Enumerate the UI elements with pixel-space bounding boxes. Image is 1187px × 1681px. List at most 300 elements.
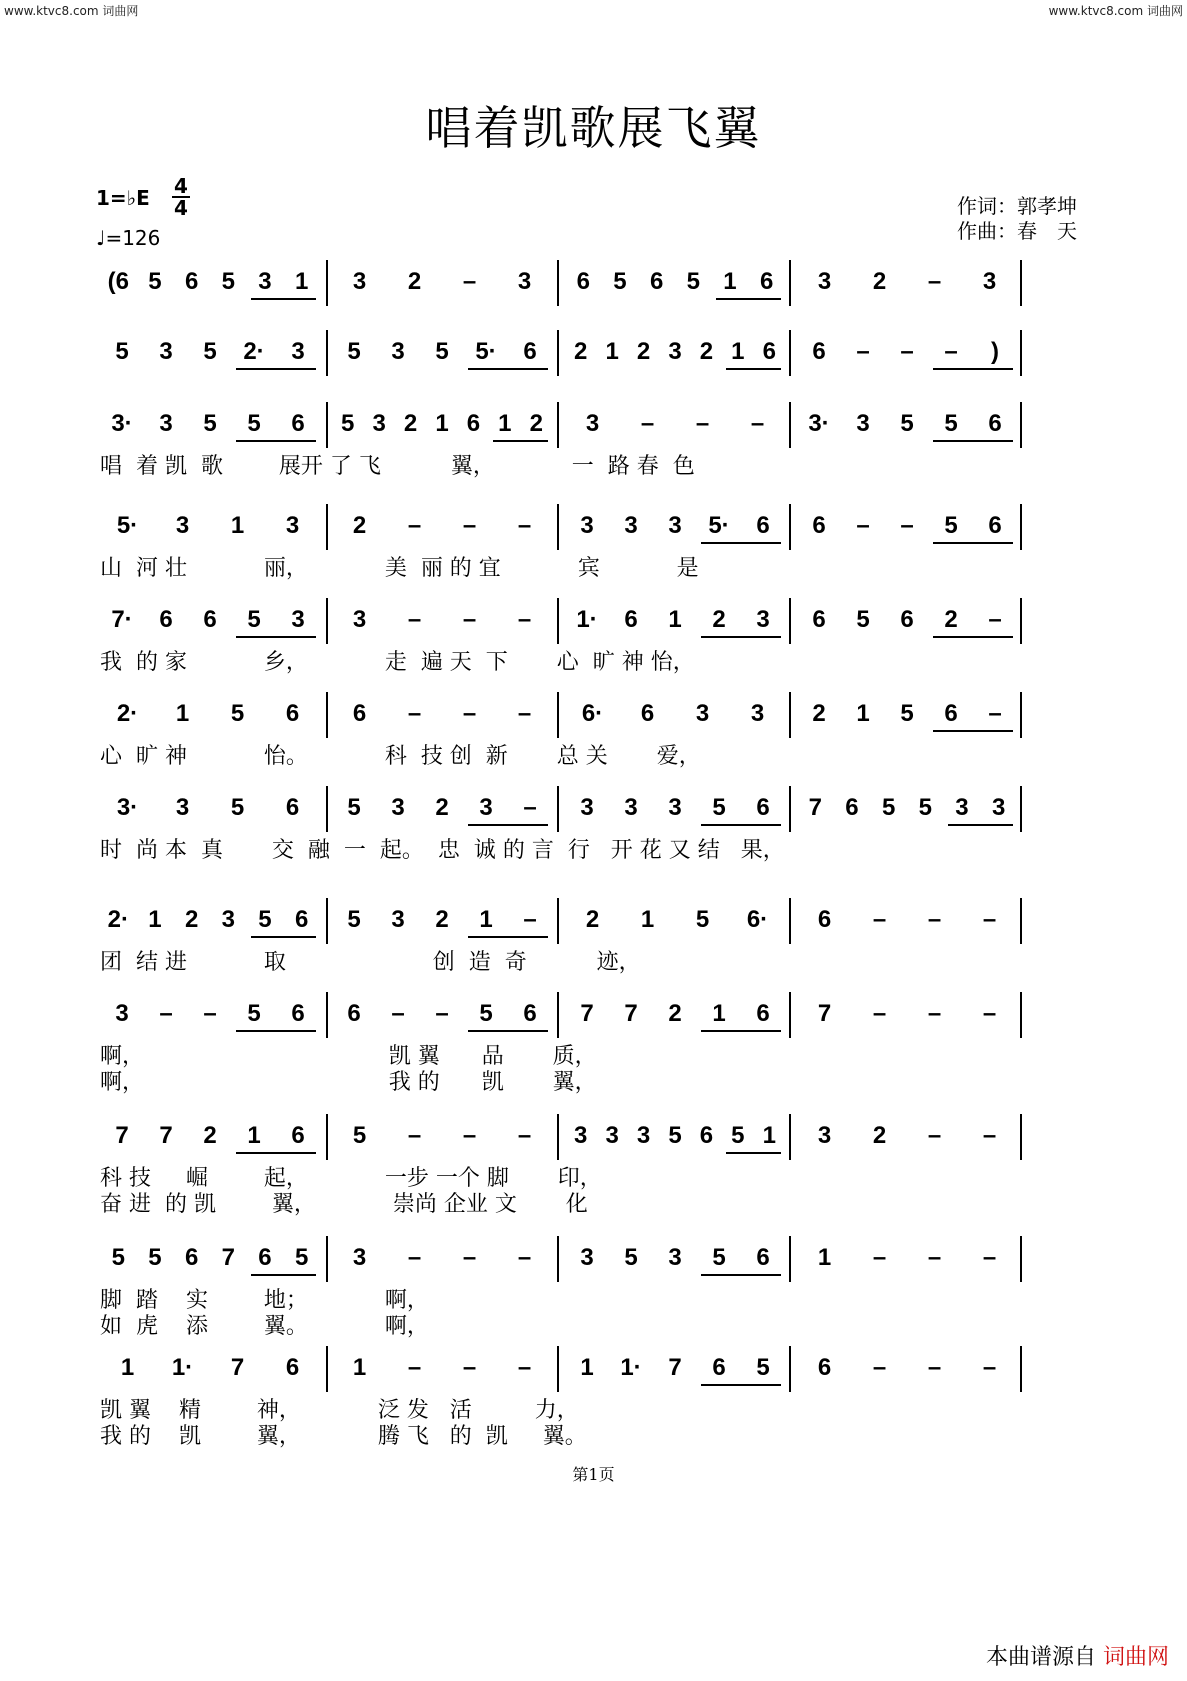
note: 3 xyxy=(352,1244,367,1271)
barline xyxy=(1020,402,1022,448)
beam-underline xyxy=(933,542,1013,544)
barline xyxy=(326,504,328,550)
note: 3· xyxy=(808,410,830,437)
note: 1 xyxy=(175,700,190,727)
note: – xyxy=(988,606,1002,633)
score-system xyxy=(100,1244,1100,1339)
beam-underline xyxy=(236,1030,316,1032)
note: 6 xyxy=(699,1122,714,1149)
beam-underline xyxy=(701,636,781,638)
time-sig-bottom: 4 xyxy=(172,196,190,218)
note: 3 xyxy=(291,338,305,365)
note: 5 xyxy=(347,338,361,365)
score-system xyxy=(100,700,1100,769)
note: 3 xyxy=(636,1122,651,1149)
note: 5 xyxy=(731,1122,745,1149)
note: 1 xyxy=(120,1354,135,1381)
note: 1 xyxy=(230,512,245,539)
note: 2 xyxy=(407,268,422,295)
barline xyxy=(326,330,328,376)
score-system xyxy=(100,512,1100,581)
lyricist-credit: 作词：郭孝坤 xyxy=(957,194,1077,218)
note: 6 xyxy=(812,606,826,633)
note: 6 xyxy=(523,338,537,365)
note: ) xyxy=(991,338,999,365)
barline xyxy=(1020,1236,1022,1282)
barline xyxy=(1020,598,1022,644)
note: 5 xyxy=(944,512,958,539)
beam-underline xyxy=(236,440,316,442)
score-system xyxy=(100,1000,1100,1095)
barline xyxy=(557,992,559,1038)
note: 6 xyxy=(649,268,664,295)
barline xyxy=(557,1114,559,1160)
note: 6 xyxy=(759,268,774,295)
note: 2 xyxy=(435,794,449,821)
note: 6 xyxy=(640,700,655,727)
note: – xyxy=(523,906,537,933)
note: 5 xyxy=(900,410,914,437)
note: 5 xyxy=(247,410,261,437)
note: 1 xyxy=(498,410,512,437)
beam-underline xyxy=(701,1384,781,1386)
barline xyxy=(789,692,791,738)
note: 5 xyxy=(347,906,361,933)
note: – xyxy=(407,1244,422,1271)
note: – xyxy=(462,1354,477,1381)
note: 1 xyxy=(762,1122,776,1149)
lyric-line: 团 结 进 取 创 造 奇 迹， xyxy=(100,950,641,975)
note: 3 xyxy=(175,794,190,821)
note: 6 xyxy=(817,1354,832,1381)
note: – xyxy=(462,606,477,633)
note: 3 xyxy=(668,512,682,539)
note: 6 xyxy=(944,700,958,727)
note: 2 xyxy=(872,1122,887,1149)
note: 3 xyxy=(159,338,173,365)
note: 5 xyxy=(247,1000,261,1027)
barline xyxy=(326,692,328,738)
note: 6 xyxy=(291,1122,305,1149)
barline xyxy=(1020,786,1022,832)
lyric-line: 如 虎 添 翼。 啊， xyxy=(100,1314,429,1339)
beam-underline xyxy=(468,824,548,826)
note: 7 xyxy=(115,1122,129,1149)
note: 3 xyxy=(668,1244,682,1271)
note: – xyxy=(856,338,870,365)
note: 3 xyxy=(580,1244,594,1271)
score-system xyxy=(100,794,1100,863)
note: 2 xyxy=(872,268,887,295)
note: 3 xyxy=(479,794,493,821)
watermark-right: www.ktvc8.com 词曲网 xyxy=(1048,4,1183,18)
note: – xyxy=(927,1122,942,1149)
lyric-line: 心 旷 神 怡。 科 技 创 新 总 关 爱， xyxy=(100,744,701,769)
beam-underline xyxy=(933,636,1013,638)
note: – xyxy=(750,410,765,437)
note: 3 xyxy=(580,512,594,539)
note: 3 xyxy=(391,338,405,365)
note: 3 xyxy=(291,606,305,633)
note: – xyxy=(640,410,655,437)
note: 3 xyxy=(580,794,594,821)
note: 3 xyxy=(391,794,405,821)
barline xyxy=(789,330,791,376)
note: 1 xyxy=(294,268,309,295)
note: – xyxy=(462,268,477,295)
note: 5 xyxy=(695,906,710,933)
note: – xyxy=(517,1244,532,1271)
note: 3 xyxy=(856,410,870,437)
lyric-line: 我 的 凯 翼， 腾 飞 的 凯 翼。 xyxy=(100,1424,587,1449)
note: 2 xyxy=(944,606,958,633)
barline xyxy=(557,692,559,738)
note: 3 xyxy=(258,268,272,295)
note: 3 xyxy=(982,268,997,295)
note: – xyxy=(927,906,942,933)
note: 3 xyxy=(285,512,300,539)
barline xyxy=(789,402,791,448)
note: – xyxy=(982,1244,997,1271)
note: 5 xyxy=(148,268,162,295)
lyric-line: 凯 翼 精 神， 泛 发 活 力， xyxy=(100,1398,579,1423)
lyric-line: 啊， 我 的 凯 翼， xyxy=(100,1070,597,1095)
barline xyxy=(789,504,791,550)
note: 6 xyxy=(624,606,638,633)
note: 3 xyxy=(955,794,969,821)
note: 3 xyxy=(221,906,235,933)
barline xyxy=(326,260,328,306)
note: 7 xyxy=(221,1244,235,1271)
barline xyxy=(557,786,559,832)
note: 2 xyxy=(403,410,418,437)
barline xyxy=(789,786,791,832)
note: 3 xyxy=(115,1000,129,1027)
page-number: 第1页 xyxy=(572,1465,615,1484)
note: 5 xyxy=(230,700,245,727)
note: – xyxy=(872,906,887,933)
note: 6 xyxy=(466,410,481,437)
barline xyxy=(1020,330,1022,376)
beam-underline xyxy=(468,936,548,938)
source-prefix: 本曲谱源自 xyxy=(985,1645,1096,1670)
note: – xyxy=(407,606,422,633)
note: 2 xyxy=(352,512,367,539)
note: 6 xyxy=(812,512,826,539)
note: 7· xyxy=(111,606,133,633)
note: (6 xyxy=(107,268,129,295)
note: 3 xyxy=(624,794,638,821)
note: 3 xyxy=(352,268,367,295)
barline xyxy=(789,1236,791,1282)
note: – xyxy=(407,512,422,539)
note: – xyxy=(988,700,1002,727)
note: 7 xyxy=(159,1122,173,1149)
note: 2· xyxy=(116,700,139,727)
note: 5 xyxy=(247,606,261,633)
note: 6 xyxy=(988,512,1002,539)
barline xyxy=(557,504,559,550)
note: 5 xyxy=(756,1354,770,1381)
note: 6 xyxy=(812,338,826,365)
note: – xyxy=(407,1122,422,1149)
note: 6 xyxy=(291,1000,305,1027)
note: – xyxy=(982,906,997,933)
note: 5 xyxy=(900,700,914,727)
source-site-link[interactable]: 词曲网 xyxy=(1102,1645,1169,1670)
barline xyxy=(326,598,328,644)
note: 6 xyxy=(900,606,914,633)
note: 3 xyxy=(159,410,173,437)
note: – xyxy=(159,1000,173,1027)
barline xyxy=(326,898,328,944)
note: 1 xyxy=(352,1354,367,1381)
barline xyxy=(326,402,328,448)
barline xyxy=(1020,692,1022,738)
barline xyxy=(1020,1114,1022,1160)
note: 7 xyxy=(580,1000,594,1027)
note: 2· xyxy=(243,338,265,365)
tempo-value: =126 xyxy=(105,226,161,250)
barline xyxy=(557,330,559,376)
barline xyxy=(557,260,559,306)
beam-underline xyxy=(468,1030,548,1032)
note: 6 xyxy=(285,700,300,727)
note: 6· xyxy=(581,700,604,727)
note: 2 xyxy=(668,1000,682,1027)
barline xyxy=(326,1236,328,1282)
note: 2 xyxy=(435,906,449,933)
note: 5 xyxy=(712,794,726,821)
note: 3 xyxy=(605,1122,619,1149)
note: – xyxy=(391,1000,405,1027)
note: 3 xyxy=(624,512,638,539)
note: 5 xyxy=(294,1244,309,1271)
note: 1· xyxy=(576,606,598,633)
note: 5 xyxy=(856,606,870,633)
note: 1 xyxy=(817,1244,832,1271)
lyric-line: 脚 踏 实 地； 啊， xyxy=(100,1288,429,1313)
note: 5 xyxy=(115,338,129,365)
note: – xyxy=(523,794,537,821)
note: – xyxy=(927,1000,942,1027)
note: 5 xyxy=(944,410,958,437)
barline xyxy=(789,992,791,1038)
note: 5· xyxy=(116,512,139,539)
score-system xyxy=(100,410,1100,479)
note: 5 xyxy=(258,906,272,933)
beam-underline xyxy=(701,542,781,544)
note: 5 xyxy=(918,794,932,821)
source-credit xyxy=(986,1640,1169,1671)
note: 1 xyxy=(479,906,493,933)
note: – xyxy=(900,338,914,365)
note: 5 xyxy=(230,794,245,821)
note: 2 xyxy=(699,338,714,365)
note: 6 xyxy=(291,410,305,437)
note: 6 xyxy=(159,606,173,633)
lyric-line: 唱 着 凯 歌 展开 了 飞 翼， 一 路 春 色 xyxy=(100,454,695,479)
barline xyxy=(789,260,791,306)
beam-underline xyxy=(236,1152,316,1154)
note: 3 xyxy=(175,512,190,539)
note: 6 xyxy=(756,1000,770,1027)
note: – xyxy=(435,1000,449,1027)
beam-underline xyxy=(251,936,316,938)
note: 6· xyxy=(746,906,769,933)
lyric-line: 我 的 家 乡， 走 遍 天 下 心 旷 神 怡， xyxy=(100,650,695,675)
tempo-marking xyxy=(96,226,160,250)
beam-underline xyxy=(948,824,1013,826)
barline xyxy=(557,898,559,944)
note: 5 xyxy=(111,1244,125,1271)
note: 3· xyxy=(111,410,133,437)
note: 5 xyxy=(686,268,700,295)
note: 3 xyxy=(991,794,1006,821)
note: – xyxy=(927,268,942,295)
beam-underline xyxy=(251,1274,316,1276)
note: 5· xyxy=(475,338,497,365)
note: – xyxy=(900,512,914,539)
lyric-line: 啊， 凯 翼 品 质， xyxy=(100,1044,597,1069)
note: 3 xyxy=(372,410,386,437)
lyric-line: 山 河 壮 丽， 美 丽 的 宜 宾 是 xyxy=(100,556,699,581)
note: 6 xyxy=(184,268,199,295)
barline xyxy=(1020,504,1022,550)
note: 6 xyxy=(285,794,300,821)
note: 5 xyxy=(341,410,355,437)
note: 3 xyxy=(750,700,765,727)
note: 5 xyxy=(881,794,896,821)
note: 6 xyxy=(756,1244,770,1271)
beam-underline xyxy=(236,636,316,638)
barline xyxy=(1020,260,1022,306)
note: 2 xyxy=(184,906,199,933)
note: 5 xyxy=(624,1244,638,1271)
note: 6 xyxy=(762,338,776,365)
note: 1 xyxy=(247,1122,261,1149)
barline xyxy=(789,1346,791,1392)
note: 5 xyxy=(347,794,361,821)
note: 6 xyxy=(988,410,1002,437)
note: 7 xyxy=(808,794,822,821)
beam-underline xyxy=(236,368,316,370)
note: – xyxy=(462,700,477,727)
note: 6 xyxy=(352,700,367,727)
barline xyxy=(789,1114,791,1160)
time-signature xyxy=(172,176,190,218)
note: – xyxy=(462,1122,477,1149)
note: 2 xyxy=(812,700,826,727)
note: 5 xyxy=(668,1122,682,1149)
note: – xyxy=(944,338,958,365)
note: 2 xyxy=(636,338,651,365)
score-system xyxy=(100,606,1100,675)
note: – xyxy=(517,700,532,727)
note: 1 xyxy=(435,410,449,437)
note: 6 xyxy=(203,606,217,633)
note: – xyxy=(407,1354,422,1381)
beam-underline xyxy=(933,368,1013,370)
barline xyxy=(789,898,791,944)
note: 6 xyxy=(712,1354,726,1381)
note: 6 xyxy=(576,268,590,295)
barline xyxy=(326,1346,328,1392)
quarter-note-icon: ♩ xyxy=(96,226,106,250)
note: 1 xyxy=(640,906,655,933)
note: – xyxy=(872,1354,887,1381)
note: 6 xyxy=(184,1244,199,1271)
note: – xyxy=(517,1122,532,1149)
note: 3 xyxy=(817,1122,832,1149)
song-title: 唱着凯歌展飞翼 xyxy=(425,101,762,155)
note: 1· xyxy=(620,1354,642,1381)
note: 7 xyxy=(624,1000,638,1027)
beam-underline xyxy=(701,1274,781,1276)
note: – xyxy=(517,606,532,633)
note: – xyxy=(982,1122,997,1149)
beam-underline xyxy=(493,440,548,442)
lyric-line: 时 尚 本 真 交 融 一 起。 忠 诚 的 言 行 开 花 又 结 果， xyxy=(100,838,785,863)
note: 3 xyxy=(391,906,405,933)
score-system xyxy=(100,906,1100,975)
score-system xyxy=(100,1122,1100,1217)
note: 6 xyxy=(845,794,859,821)
note: 3 xyxy=(668,338,682,365)
note: 3 xyxy=(756,606,770,633)
note: 6 xyxy=(756,794,770,821)
note: – xyxy=(517,1354,532,1381)
note: 7 xyxy=(230,1354,245,1381)
note: 5 xyxy=(203,338,217,365)
note: 2· xyxy=(107,906,129,933)
beam-underline xyxy=(251,298,316,300)
barline xyxy=(557,598,559,644)
barline xyxy=(789,598,791,644)
note: 3 xyxy=(668,794,682,821)
note: 1 xyxy=(605,338,619,365)
beam-underline xyxy=(468,368,548,370)
barline xyxy=(557,402,559,448)
note: 2 xyxy=(712,606,726,633)
time-sig-top: 4 xyxy=(174,174,188,198)
note: 5 xyxy=(479,1000,493,1027)
note: – xyxy=(927,1354,942,1381)
note: 2 xyxy=(585,906,600,933)
beam-underline xyxy=(726,368,781,370)
note: 5 xyxy=(613,268,627,295)
note: 5 xyxy=(352,1122,367,1149)
note: 6 xyxy=(347,1000,361,1027)
beam-underline xyxy=(701,1030,781,1032)
note: 1· xyxy=(171,1354,194,1381)
note: 2 xyxy=(574,338,588,365)
note: – xyxy=(856,512,870,539)
note: – xyxy=(407,700,422,727)
note: – xyxy=(872,1000,887,1027)
key-signature: 1=♭E xyxy=(96,186,150,210)
note: – xyxy=(695,410,710,437)
note: 6 xyxy=(285,1354,300,1381)
note: 3 xyxy=(352,606,367,633)
beam-underline xyxy=(933,440,1013,442)
note: 7 xyxy=(668,1354,682,1381)
note: 1 xyxy=(731,338,745,365)
beam-underline xyxy=(701,824,781,826)
note: 2 xyxy=(529,410,543,437)
note: – xyxy=(982,1000,997,1027)
composer-credit: 作曲：春 天 xyxy=(957,219,1077,243)
